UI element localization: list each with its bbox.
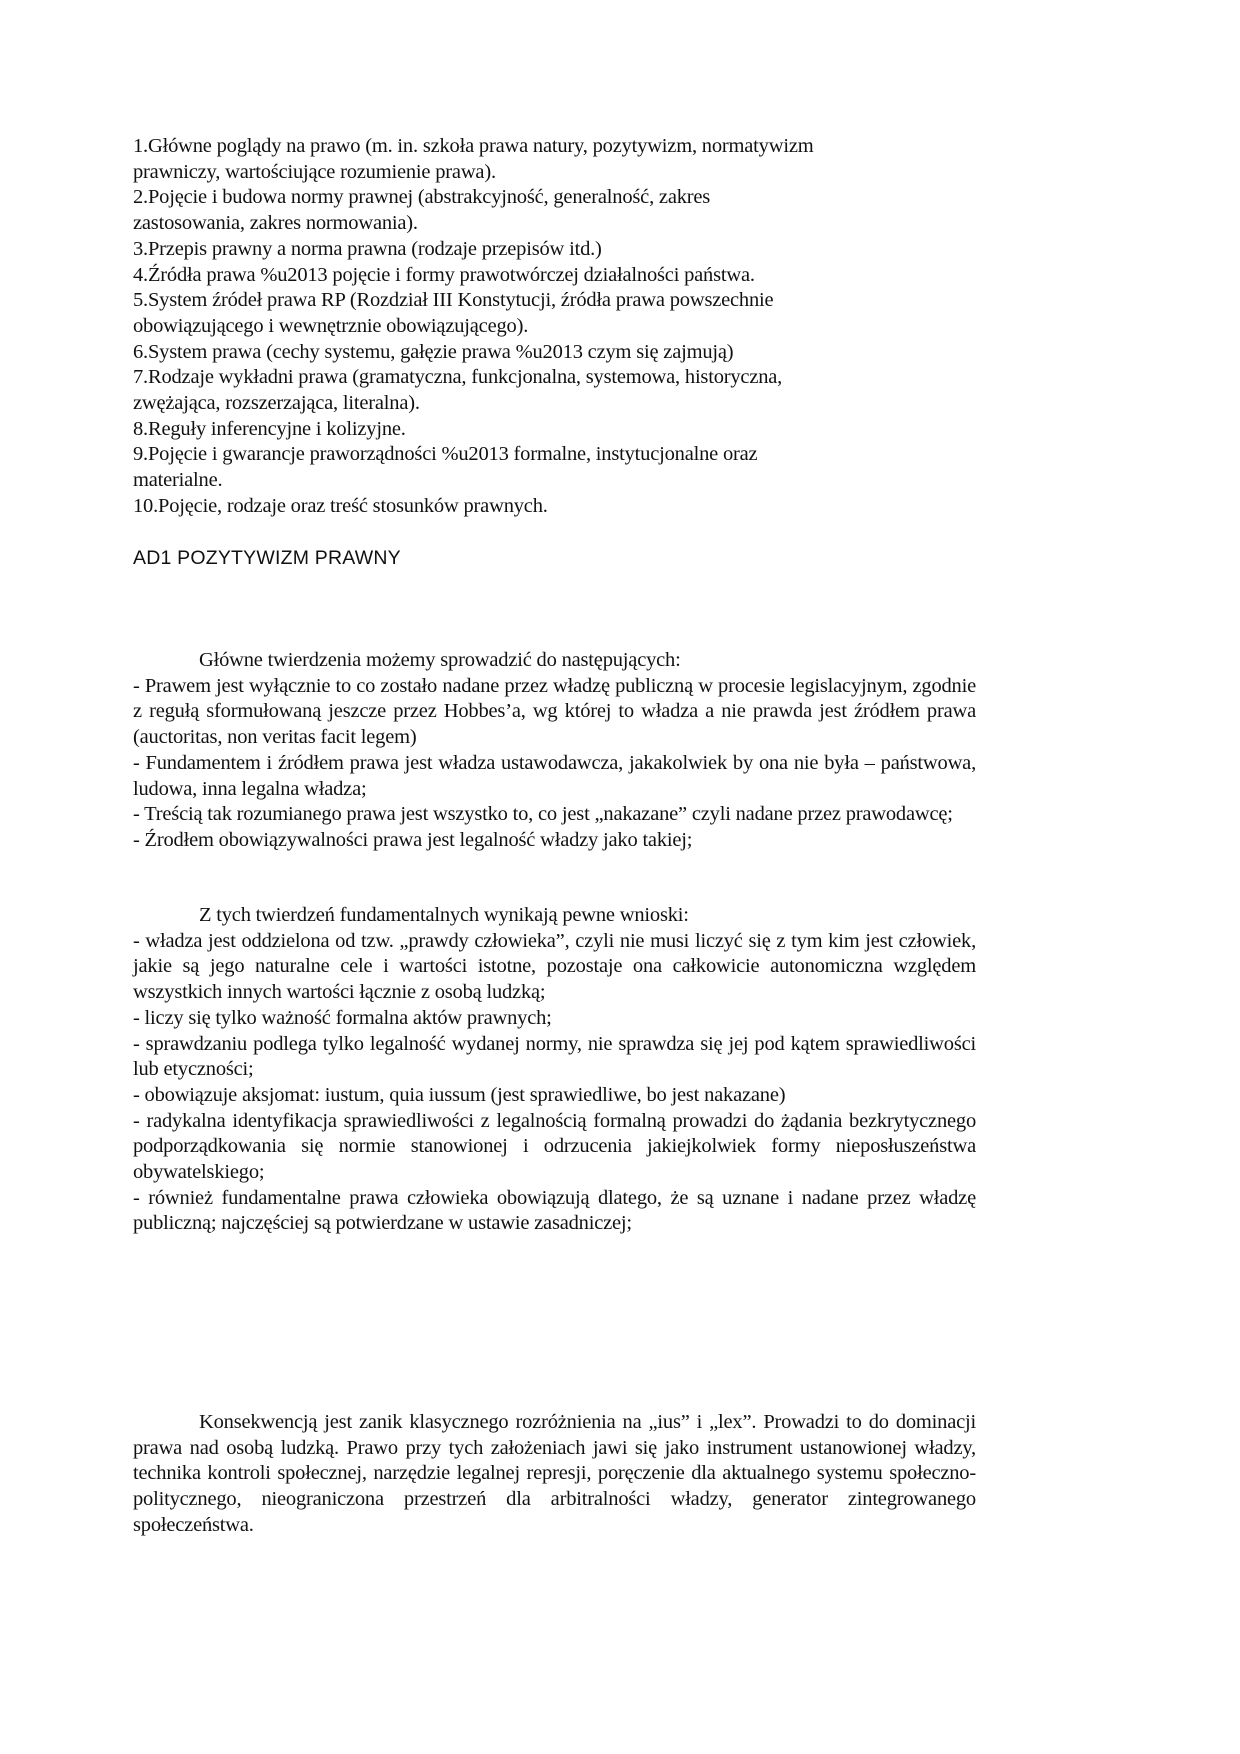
thesis-point: - Źrodłem obowiązywalności prawa jest legalność władzy jako takiej;: [133, 828, 693, 851]
topic-item: 8.Reguły inferencyjne i kolizyjne.: [133, 417, 406, 440]
topic-item: 2.Pojęcie i budowa normy prawnej (abstrakcyjność, generalność, zakres zastosowania, zakres normowania).: [133, 186, 711, 235]
conclusion-point: - władza jest oddzielona od tzw. „prawdy człowieka”, czyli nie musi liczyć się z tym kim jest człowiek, jakie są jego naturalne cele i wartości istotne, pozostaje ona całkowicie autonomiczna względem wszystkich innych wartości łącznie z osobą ludzką;: [133, 929, 976, 1004]
topic-item: 6.System prawa (cechy systemu, gałęzie prawa %u2013 czym się zajmują): [133, 340, 734, 363]
topic-item: 5.System źródeł prawa RP (Rozdział III Konstytucji, źródła prawa powszechnie obowiązującego i wewnętrznie obowiązującego).: [133, 289, 774, 337]
topic-item: 9.Pojęcie i gwarancje praworządności %u2013 formalne, instytucjonalne oraz materialne.: [133, 443, 758, 492]
theses-intro: Główne twierdzenia możemy sprowadzić do następujących:: [199, 649, 681, 671]
consequence-block: [133, 1410, 976, 1539]
consequence-paragraph: Konsekwencją jest zanik klasycznego rozróżnienia na „ius” i „lex”. Prowadzi to do dominacji prawa nad osobą ludzką. Prawo przy tych założeniach jawi się jako instrument ustanowionej władzy, technika kontroli społecznej, narzędzie legalnej represji, poręczenie dla aktualnego systemu społeczno-politycznego, nieograniczona przestrzeń dla arbitralności władzy, generator zintegrowanego społeczeństwa.: [133, 1411, 976, 1536]
conclusions-intro: Z tych twierdzeń fundamentalnych wynikają pewne wnioski:: [199, 904, 689, 926]
thesis-point: - Prawem jest wyłącznie to co zostało nadane przez władzę publiczną w procesie legislacyjnym, zgodnie z regułą sformułowaną jeszcze przez Hobbes’a, wg której to władza a nie prawda jest źródłem prawa (auctoritas, non veritas facit legem): [133, 674, 976, 749]
conclusion-point: - obowiązuje aksjomat: iustum, quia iussum (jest sprawiedliwe, bo jest nakazane): [133, 1083, 786, 1106]
thesis-point: - Treścią tak rozumianego prawa jest wszystko to, co jest „nakazane” czyli nadane przez prawodawcę;: [133, 803, 953, 826]
conclusion-point: - radykalna identyfikacja sprawiedliwości z legalnością formalną prowadzi do żądania bezkrytycznego podporządkowania się normie stanowionej i odrzucenia jakiejkolwiek formy nieposłuszeństwa obywatelskiego;: [133, 1109, 976, 1184]
topic-list: [133, 134, 868, 520]
conclusion-point: - również fundamentalne prawa człowieka obowiązują dlatego, że są uznane i nadane przez władzę publiczną; najczęściej są potwierdzane w ustawie zasadniczej;: [133, 1186, 976, 1235]
topic-item: 4.Źródła prawa %u2013 pojęcie i formy prawotwórczej działalności państwa.: [133, 263, 755, 286]
topic-item: 10.Pojęcie, rodzaje oraz treść stosunków prawnych.: [133, 494, 548, 517]
topic-item: 7.Rodzaje wykładni prawa (gramatyczna, funkcjonalna, systemowa, historyczna, zwężająca, rozszerzająca, literalna).: [133, 366, 783, 415]
conclusion-point: - sprawdzaniu podlega tylko legalność wydanej normy, nie sprawdza się jej pod kątem sprawiedliwości lub etyczności;: [133, 1032, 976, 1081]
conclusions-block: [133, 903, 976, 1237]
theses-block: [133, 648, 976, 854]
topic-item: 1.Główne poglądy na prawo (m. in. szkoła prawa natury, pozytywizm, normatywizm prawniczy, wartościujące rozumienie prawa).: [133, 135, 814, 183]
conclusion-point: - liczy się tylko ważność formalna aktów prawnych;: [133, 1006, 552, 1029]
section-heading: AD1 POZYTYWIZM PRAWNY: [133, 547, 401, 569]
thesis-point: - Fundamentem i źródłem prawa jest władza ustawodawcza, jakakolwiek by ona nie była – państwowa, ludowa, inna legalna władza;: [133, 751, 976, 800]
topic-item: 3.Przepis prawny a norma prawna (rodzaje przepisów itd.): [133, 237, 602, 260]
